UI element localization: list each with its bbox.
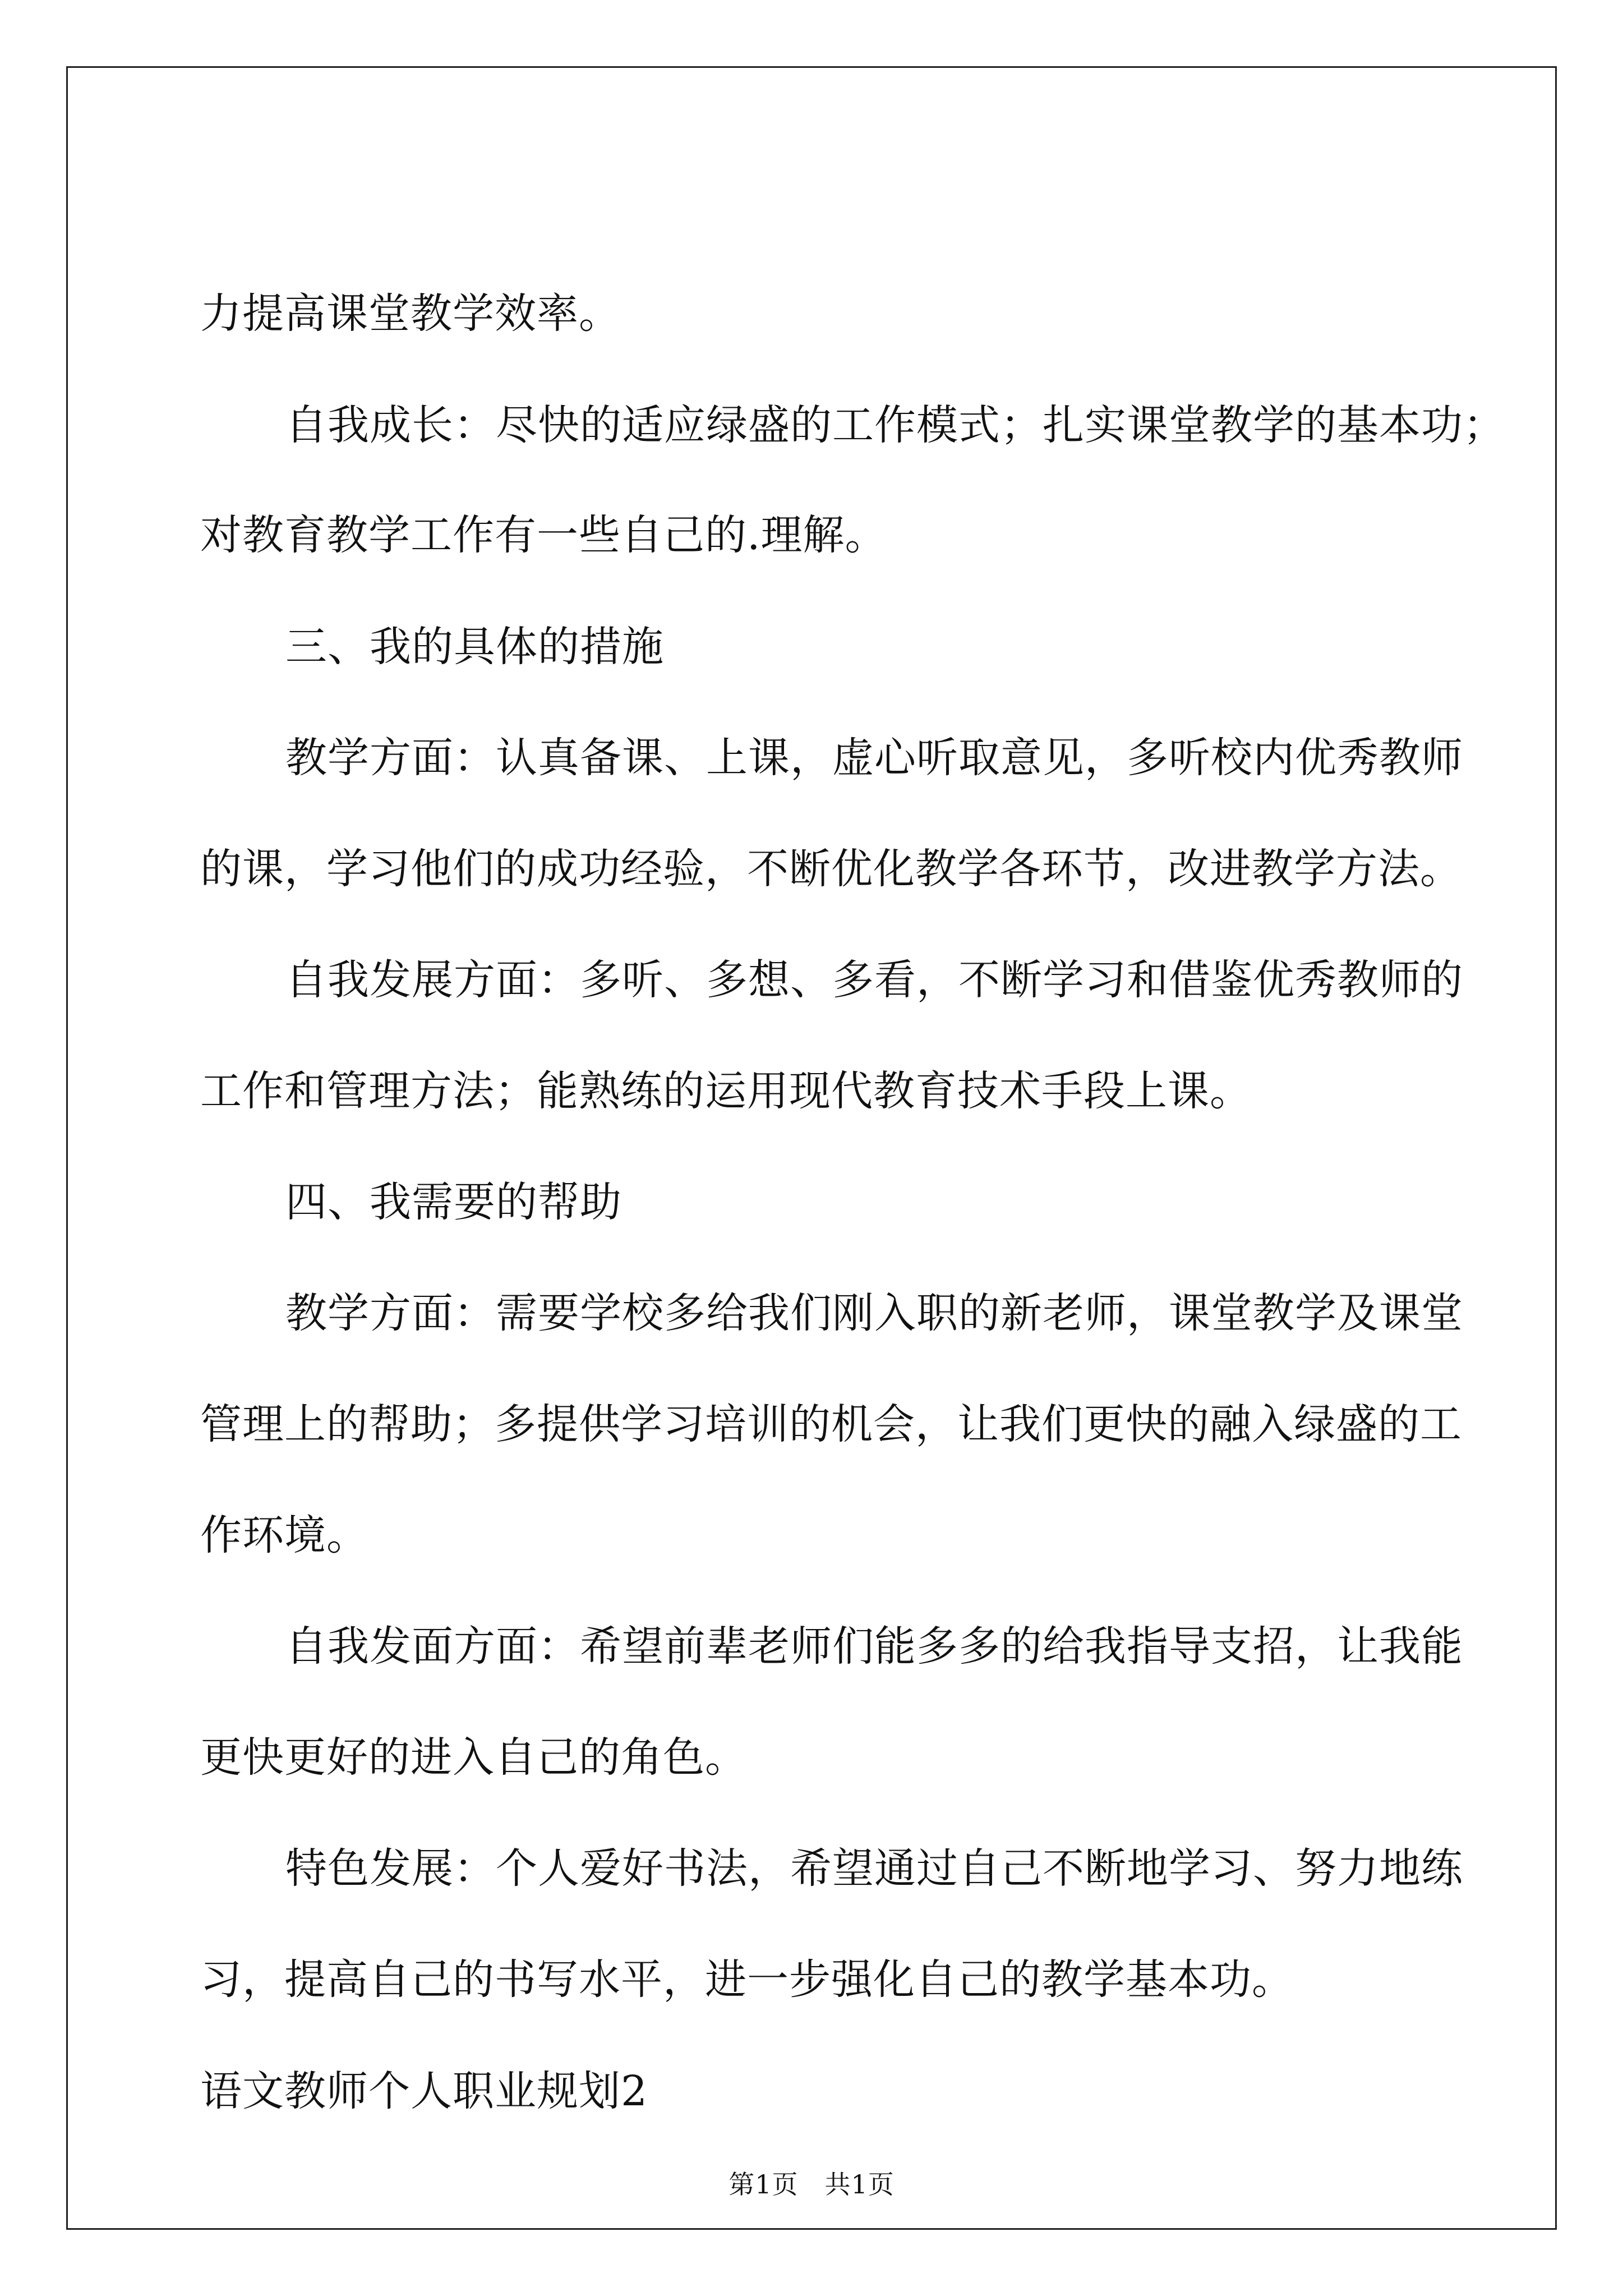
- paragraph-line-8: 工作和管理方法；能熟练的运用现代教育技术手段上课。: [200, 1067, 1252, 1115]
- page-footer: 第1页 共1页: [728, 2169, 895, 2200]
- paragraph-line-14: 更快更好的进入自己的角色。: [200, 1733, 747, 1782]
- paragraph-line-10: 教学方面：需要学校多给我们刚入职的新老师，课堂教学及课堂: [285, 1289, 1463, 1337]
- paragraph-line-11: 管理上的帮助；多提供学习培训的机会，让我们更快的融入绿盛的工: [200, 1400, 1462, 1448]
- page-frame: [66, 66, 1557, 2230]
- document-title-2: 语文教师个人职业规划2: [200, 2067, 648, 2115]
- section-heading-3: 三、我的具体的措施: [285, 623, 664, 671]
- paragraph-line-6: 的课，学习他们的成功经验，不断优化教学各环节，改进教学方法。: [200, 845, 1462, 893]
- document-body: [68, 68, 1555, 2228]
- paragraph-line-13: 自我发面方面：希望前辈老师们能多多的给我指导支招，让我能: [285, 1622, 1463, 1671]
- paragraph-line-3: 对教育教学工作有一些自己的.理解。: [200, 511, 887, 559]
- paragraph-line-12: 作环境。: [200, 1511, 368, 1559]
- paragraph-line-2: 自我成长：尽快的适应绿盛的工作模式；扎实课堂教学的基本功；: [285, 401, 1505, 449]
- paragraph-line-16: 习，提高自己的书写水平，进一步强化自己的教学基本功。: [200, 1955, 1294, 2004]
- paragraph-line-15: 特色发展：个人爱好书法，希望通过自己不断地学习、努力地练: [285, 1844, 1463, 1893]
- paragraph-line-5: 教学方面：认真备课、上课，虚心听取意见，多听校内优秀教师: [285, 734, 1463, 782]
- paragraph-line-7: 自我发展方面：多听、多想、多看，不断学习和借鉴优秀教师的: [285, 956, 1463, 1004]
- section-heading-4: 四、我需要的帮助: [285, 1178, 622, 1226]
- paragraph-line-1: 力提高课堂教学效率。: [200, 289, 621, 338]
